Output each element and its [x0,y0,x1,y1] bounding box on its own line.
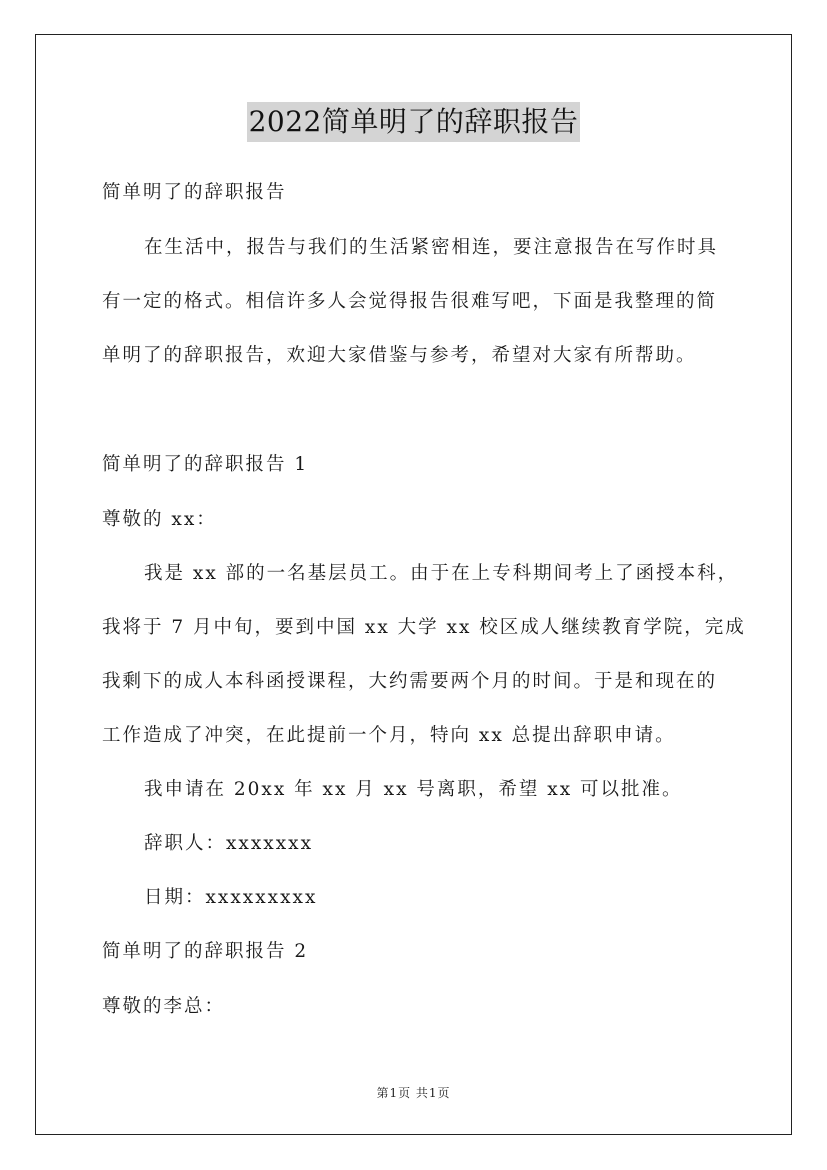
subtitle-line: 简单明了的辞职报告 [102,182,287,203]
body-paragraph-line: 我将于 7 月中旬，要到中国 xx 大学 xx 校区成人继续教育学院，完成 [102,617,746,638]
body-paragraph-line: 工作造成了冲突，在此提前一个月，特向 xx 总提出辞职申请。 [102,725,676,746]
signature-line: 辞职人：xxxxxxx [144,833,314,854]
intro-paragraph-line: 有一定的格式。相信许多人会觉得报告很难写吧，下面是我整理的简 [102,291,718,312]
section-heading-2: 简单明了的辞职报告 2 [102,941,309,962]
document-title: 2022简单明了的辞职报告 [247,102,581,142]
salutation-1: 尊敬的 xx： [102,509,217,530]
request-line: 我申请在 20xx 年 xx 月 xx 号离职，希望 xx 可以批准。 [144,779,683,800]
body-paragraph-line: 我是 xx 部的一名基层员工。由于在上专科期间考上了函授本科， [144,563,739,584]
body-paragraph-line: 我剩下的成人本科函授课程，大约需要两个月的时间。于是和现在的 [102,671,718,692]
title-container [0,102,827,142]
salutation-2: 尊敬的李总： [102,996,226,1017]
intro-paragraph-line: 在生活中，报告与我们的生活紧密相连，要注意报告在写作时具 [144,237,719,258]
intro-paragraph-line: 单明了的辞职报告，欢迎大家借鉴与参考，希望对大家有所帮助。 [102,345,697,366]
date-line: 日期：xxxxxxxxx [144,887,318,908]
page-footer: 第1页 共1页 [376,1086,451,1100]
section-heading-1: 简单明了的辞职报告 1 [102,454,309,475]
